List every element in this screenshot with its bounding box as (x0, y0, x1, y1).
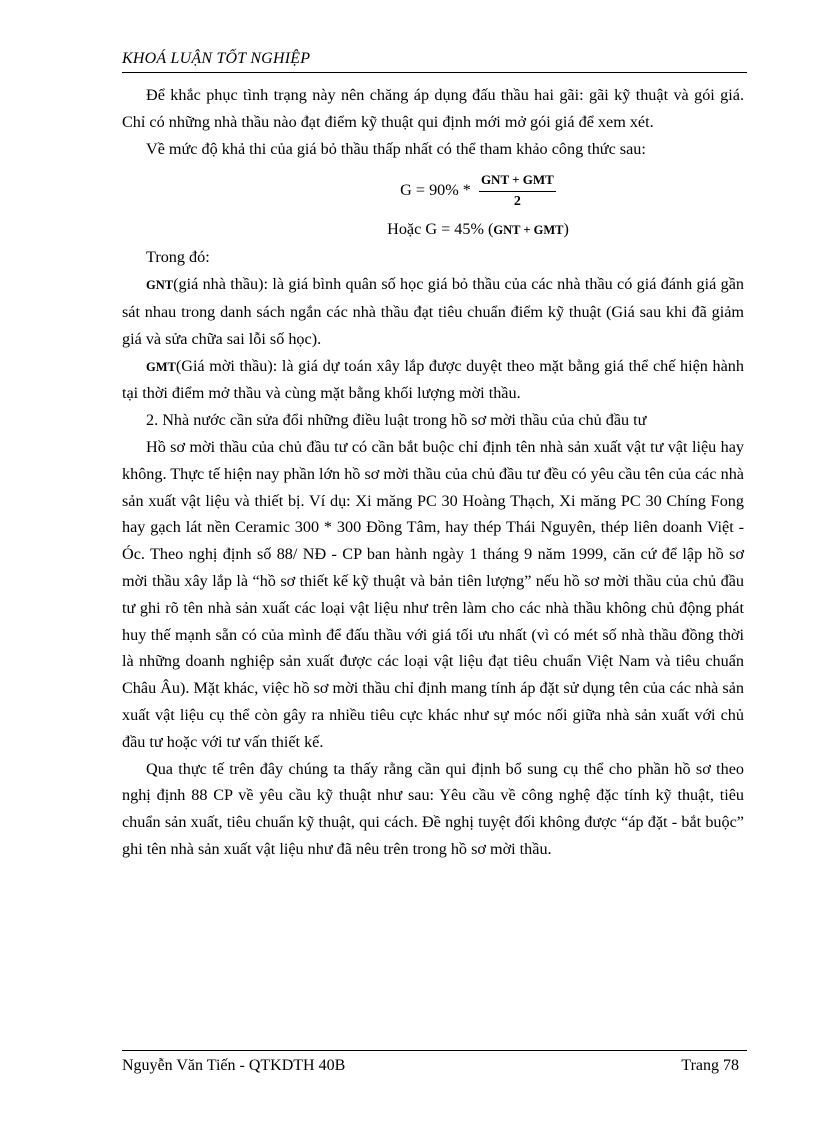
formula-2-term: GNT + GMT (493, 223, 564, 238)
gmt-definition (122, 353, 744, 408)
formula-1-denominator: 2 (513, 194, 521, 210)
formula-1-numerator: GNT + GMT (479, 171, 556, 192)
header-title: KHOÁ LUẬN TỐT NGHIỆP (122, 50, 311, 67)
formula-1-fraction (479, 171, 556, 212)
paragraph-2: Về mức độ khả thi của giá bỏ thầu thấp nhất có thể tham khảo công thức sau: (146, 139, 646, 158)
formula-1-lhs: G = 90% * (400, 181, 471, 200)
paragraph-1: Để khắc phục tình trạng này nên chăng áp dụng đấu thầu hai gãi: gãi kỹ thuật và gói giá. Chỉ có những nhà thầu nào đạt điểm kỹ thuật qui định mới mở gói giá để xem xét. (122, 86, 744, 131)
page-footer (122, 1050, 747, 1074)
section-heading-2: 2. Nhà nước cần sửa đổi những điều luật trong hồ sơ mời thầu của chủ đầu tư (146, 411, 647, 430)
formula-2-suffix: ) (563, 220, 569, 239)
formula-2-prefix: Hoặc G = 45% ( (387, 220, 494, 239)
paragraph-3: Hồ sơ mời thầu của chủ đầu tư có cần bắt buộc chỉ định tên nhà sản xuất vật tư vật liệu hay không. Thực tế hiện nay phần lớn hồ sơ mời thầu của chủ đầu tư đều có yêu cầu tên của các nhà sản xuất vật liệu và thiết bị. Ví dụ: Xi măng PC 30 Hoàng Thạch, Xi măng PC 30 Chíng Fong hay gạch lát nền Ceramic 300 * 300 Đồng Tâm, hay thép Thái Nguyên, thép liên doanh Việt - Óc. Theo nghị định số 88/ NĐ - CP ban hành ngày 1 tháng 9 năm 1999, căn cứ để lập hồ sơ mời thầu xây lắp là “hồ sơ thiết kế kỹ thuật và bản tiên lượng” nếu hồ sơ mời thầu của chủ đầu tư ghi rõ tên nhà sản xuất các loại vật liệu như trên làm cho các nhà thầu không chủ động phát huy thế mạnh sẵn có của mình để đấu thầu với giá tối ưu nhất (vì có mét số nhà thầu đồng thời là những doanh nghiệp sản xuất được các loại vật liệu đạt tiêu chuẩn Việt Nam và tiêu chuẩn Châu Âu). Mặt khác, việc hồ sơ mời thầu chỉ định mang tính áp đặt sử dụng tên của các nhà sản xuất vật liệu cụ thể còn gây ra nhiều tiêu cực khác như sự móc nối giữa nhà sản xuất với chủ đầu tư hoặc với tư vấn thiết kế. (122, 437, 744, 751)
paragraph-4: Qua thực tế trên đây chúng ta thấy rằng cần qui định bổ sung cụ thể cho phần hồ sơ theo nghị định 88 CP về yêu cầu kỹ thuật như sau: Yêu cầu về công nghệ đặc tính kỹ thuật, tiêu chuẩn sản xuất, tiêu chuẩn kỹ thuật, qui cách. Đề nghị tuyệt đối không được “áp đặt - bắt buộc” ghi tên nhà sản xuất vật liệu như đã nêu trên trong hồ sơ mời thầu. (122, 759, 744, 858)
gmt-text: (Giá mời thầu): là giá dự toán xây lắp được duyệt theo mặt bằng giá thể chế hiện hành tại thời điểm mở thầu và cùng mặt bằng khối lượng mời thầu. (122, 356, 744, 403)
page-header (122, 50, 747, 73)
page-number: Trang 78 (681, 1057, 739, 1074)
formula-2 (122, 214, 744, 244)
gnt-definition (122, 271, 744, 352)
footer-author: Nguyễn Văn Tiến - QTKDTH 40B (122, 1057, 346, 1074)
document-body (122, 82, 744, 863)
where-label: Trong đó: (146, 248, 210, 267)
gmt-symbol: GMT (146, 359, 176, 374)
gnt-text: (giá nhà thầu): là giá bình quân số học giá bỏ thầu của các nhà thầu có giá đánh giá gần sát nhau trong danh sách ngắn các nhà thầu đạt tiêu chuẩn điểm kỹ thuật (Giá sau khi đã giảm giá và sửa chữa sai lỗi số học). (122, 275, 744, 348)
formula-1 (122, 166, 744, 214)
gnt-symbol: GNT (146, 278, 174, 293)
